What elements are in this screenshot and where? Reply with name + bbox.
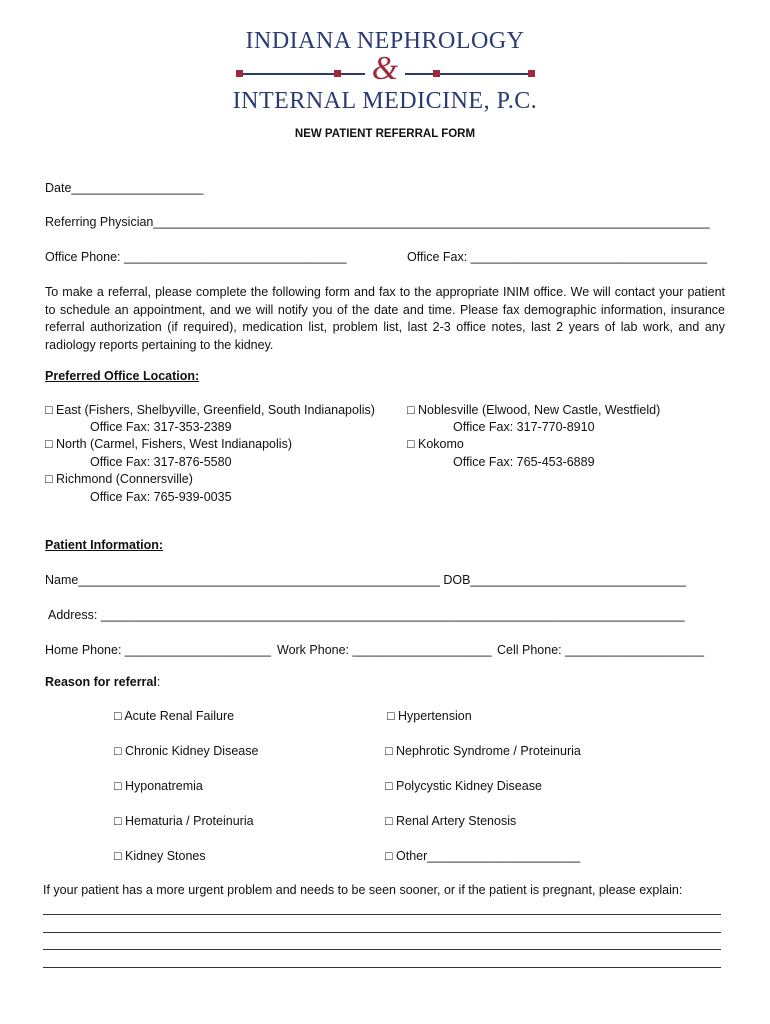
explanation-line[interactable]	[43, 932, 721, 933]
patient-info-heading: Patient Information:	[45, 538, 164, 552]
office-option-kokomo[interactable]: □ Kokomo	[407, 437, 464, 451]
reason-renal-artery-stenosis[interactable]: □ Renal Artery Stenosis	[385, 814, 517, 828]
office-fax-kokomo: Office Fax: 765-453-6889	[453, 455, 595, 469]
logo-square	[433, 70, 440, 77]
reason-hematuria[interactable]: □ Hematuria / Proteinuria	[114, 814, 254, 828]
office-fax-richmond: Office Fax: 765-939-0035	[90, 490, 232, 504]
logo-square	[528, 70, 535, 77]
instructions-paragraph: To make a referral, please complete the following form and fax to the appropriate INIM office. We will contact your patient to schedule an appointment, and we will notify you of the date and time. Please fax demographic information, insurance referral authorization (if required), medication list, problem list, last 2-3 office notes, last 2 years of lab work, and any radiology reports pertaining to the kidney.	[45, 285, 725, 352]
logo-top-text: INDIANA NEPHROLOGY	[245, 28, 525, 54]
cell-phone-field[interactable]: Cell Phone: ____________________	[497, 643, 705, 657]
date-field[interactable]: Date___________________	[45, 181, 204, 195]
patient-name-dob-field[interactable]: Name____________________________________________________ DOB_______________________________	[45, 573, 686, 587]
preferred-office-heading: Preferred Office Location:	[45, 369, 200, 383]
office-phone-field[interactable]: Office Phone: ________________________________	[45, 250, 347, 264]
form-title: NEW PATIENT REFERRAL FORM	[294, 128, 476, 140]
office-option-north[interactable]: □ North (Carmel, Fishers, West Indianapolis)	[45, 437, 292, 451]
urgent-prompt: If your patient has a more urgent problem and needs to be seen sooner, or if the patient is pregnant, please explain:	[43, 883, 683, 897]
logo-rule-right	[405, 73, 532, 75]
reason-acute-renal-failure[interactable]: □ Acute Renal Failure	[114, 709, 235, 723]
logo-square	[334, 70, 341, 77]
office-fax-field[interactable]: Office Fax: __________________________________	[407, 250, 708, 264]
patient-address-field[interactable]: Address: ____________________________________________________________________________________	[48, 608, 685, 622]
logo-bottom-text: INTERNAL MEDICINE, P.C.	[232, 88, 538, 114]
reason-kidney-stones[interactable]: □ Kidney Stones	[114, 849, 206, 863]
explanation-line[interactable]	[43, 914, 721, 915]
office-fax-north: Office Fax: 317-876-5580	[90, 455, 232, 469]
reason-heading	[45, 675, 160, 689]
reason-other[interactable]: □ Other______________________	[385, 849, 581, 863]
reason-heading-colon: :	[156, 675, 161, 689]
office-option-east[interactable]: □ East (Fishers, Shelbyville, Greenfield, South Indianapolis)	[45, 403, 375, 417]
reason-hyponatremia[interactable]: □ Hyponatremia	[114, 779, 203, 793]
explanation-line[interactable]	[43, 949, 721, 950]
office-option-richmond[interactable]: □ Richmond (Connersville)	[45, 472, 193, 486]
logo-rule-left	[238, 73, 365, 75]
work-phone-field[interactable]: Work Phone: ____________________	[277, 643, 492, 657]
office-option-noblesville[interactable]: □ Noblesville (Elwood, New Castle, Westfield)	[407, 403, 661, 417]
reason-polycystic-kidney-disease[interactable]: □ Polycystic Kidney Disease	[385, 779, 542, 793]
reason-heading-label: Reason for referral	[45, 675, 157, 689]
referring-physician-field[interactable]: Referring Physician________________________________________________________________________________	[45, 215, 710, 229]
logo-square	[236, 70, 243, 77]
office-fax-east: Office Fax: 317-353-2389	[90, 420, 232, 434]
reason-chronic-kidney-disease[interactable]: □ Chronic Kidney Disease	[114, 744, 259, 758]
office-fax-noblesville: Office Fax: 317-770-8910	[453, 420, 595, 434]
reason-hypertension[interactable]: □ Hypertension	[387, 709, 472, 723]
logo-ampersand: &	[371, 50, 399, 87]
home-phone-field[interactable]: Home Phone: _____________________	[45, 643, 271, 657]
reason-nephrotic-syndrome[interactable]: □ Nephrotic Syndrome / Proteinuria	[385, 744, 581, 758]
explanation-line[interactable]	[43, 967, 721, 968]
